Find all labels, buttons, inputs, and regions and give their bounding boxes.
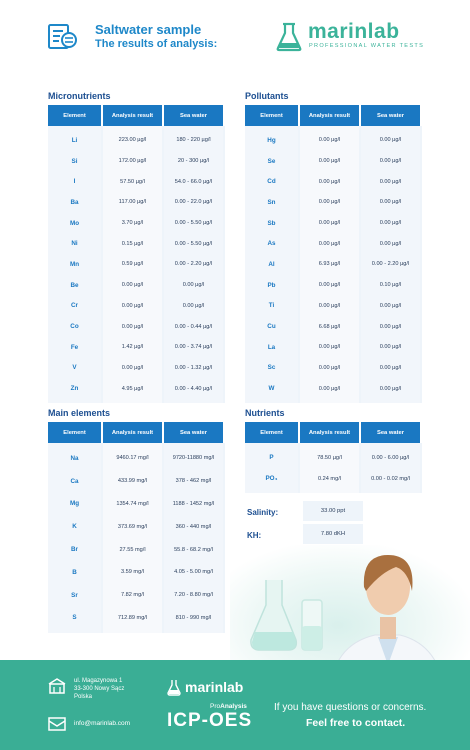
table-cell: 0.59 µg/l [121,261,144,268]
address-line: 33-300 Nowy Sącz [74,686,125,692]
table-cell: 54.0 - 66.0 µg/l [174,178,213,185]
table-cell: 0.00 µg/l [379,302,402,309]
table-cell: Sn [267,198,276,206]
table-body [48,443,225,633]
table-cell: V [72,364,77,372]
page-subtitle: The results of analysis: [95,38,218,50]
kh-label: KH: [247,531,262,540]
table-cell: 57.50 µg/l [120,178,145,185]
section-title-main-elements: Main elements [48,408,111,418]
micronutrients-table [48,105,225,403]
table-cell: 0.00 µg/l [318,302,341,309]
nutrients-table [245,422,422,493]
table-cell: 0.00 - 22.0 µg/l [174,199,213,206]
element-column [245,126,298,403]
brand-logo-text: marinlab [308,20,400,43]
table-cell: Cd [267,178,276,186]
footer-email-link[interactable]: info@marinlab.com [74,720,131,727]
table-cell: Cu [267,323,276,331]
table-cell: 9720-11880 mg/l [172,455,215,462]
footer-contact-text: Feel free to contact. [306,717,406,729]
sea-water-column [361,443,420,493]
table-cell: 0.00 µg/l [318,282,341,289]
element-column [48,126,101,403]
table-cell: 810 - 990 mg/l [175,614,212,621]
brand-tagline: PROFESSIONAL WATER TESTS [309,43,425,49]
table-cell: 0.10 µg/l [379,282,402,289]
table-cell: 4.05 - 5.00 mg/l [174,569,213,576]
table-cell: Fe [70,343,79,351]
table-cell: K [72,523,77,531]
table-cell: 9460.17 mg/l [116,455,149,462]
column-header-sea-water: Sea water [164,105,223,126]
table-cell: 3.59 mg/l [120,569,144,576]
table-cell: As [267,240,276,248]
table-cell: 0.00 µg/l [318,199,341,206]
section-title-pollutants: Pollutants [245,91,289,101]
table-cell: 0.00 µg/l [379,158,402,165]
table-cell: 0.00 µg/l [121,282,144,289]
table-cell: 0.00 - 5.50 µg/l [174,240,213,247]
column-header-result: Analysis result [300,105,359,126]
table-cell: PO₄ [265,475,278,482]
table-cell: 0.00 µg/l [318,385,341,392]
table-cell: 378 - 462 mg/l [175,478,212,485]
table-cell: Se [267,157,276,165]
table-cell: Si [71,157,78,165]
table-cell: 0.00 - 2.20 µg/l [371,261,410,268]
table-cell: Br [71,546,78,554]
table-cell: 373.69 mg/l [117,523,148,530]
table-cell: Na [70,454,79,462]
table-cell: 0.00 µg/l [318,240,341,247]
result-column [300,126,359,403]
table-cell: 0.00 - 5.50 µg/l [174,220,213,227]
flask-logo-icon [167,679,181,696]
table-cell: Sr [71,591,78,599]
table-cell: 0.00 µg/l [182,282,205,289]
footer-question-text: If you have questions or concerns. [274,702,427,713]
table-body [48,126,225,403]
salinity-value: 33.00 ppt [303,501,363,521]
table-cell: 180 - 220 µg/l [176,137,211,144]
column-header-result: Analysis result [103,422,162,443]
table-cell: Pb [267,281,276,289]
table-cell: Be [70,281,79,289]
footer-brand-logo: marinlab [185,679,244,695]
table-cell: 712.89 mg/l [117,614,148,621]
table-cell: 0.00 µg/l [318,158,341,165]
analysis-document-icon [48,24,78,50]
method-label: ICP-OES [167,710,253,731]
table-cell: 0.00 µg/l [121,302,144,309]
table-cell: 0.00 µg/l [318,220,341,227]
table-cell: Ba [70,198,79,206]
column-header-sea-water: Sea water [164,422,223,443]
table-cell: 0.00 µg/l [182,302,205,309]
column-header-sea-water: Sea water [361,422,420,443]
table-cell: Mn [69,260,80,268]
table-cell: 0.00 µg/l [379,344,402,351]
table-cell: Mg [69,500,80,508]
table-cell: Al [268,260,275,268]
table-cell: 0.00 µg/l [121,323,144,330]
table-cell: 0.00 - 1.32 µg/l [174,364,213,371]
main-elements-table [48,422,225,633]
table-cell: 1354.74 mg/l [116,500,149,507]
table-cell: S [72,614,77,622]
sea-water-column [164,443,223,633]
column-header-element: Element [48,422,101,443]
table-cell: 6.93 µg/l [318,261,341,268]
column-header-element: Element [245,422,298,443]
table-cell: 172.00 µg/l [118,158,147,165]
table-cell: 1.42 µg/l [121,344,144,351]
table-cell: 433.99 mg/l [117,478,148,485]
footer-address [74,677,124,701]
table-cell: 0.00 - 4.40 µg/l [174,385,213,392]
section-title-micronutrients: Micronutrients [48,91,111,101]
table-cell: 0.00 - 3.74 µg/l [174,344,213,351]
table-cell: B [72,568,77,576]
table-cell: 0.00 µg/l [379,137,402,144]
column-header-element: Element [245,105,298,126]
table-cell: P [269,454,274,461]
table-cell: 78.50 µg/l [317,454,342,461]
pollutants-table [245,105,422,403]
table-cell: 0.00 µg/l [379,364,402,371]
column-header-result: Analysis result [103,105,162,126]
flask-logo-icon [276,22,302,52]
table-cell: 6.68 µg/l [318,323,341,330]
sea-water-column [164,126,223,403]
section-title-nutrients: Nutrients [245,408,285,418]
table-cell: Ca [70,477,79,485]
table-cell: 0.00 µg/l [379,385,402,392]
table-cell: 0.00 µg/l [379,178,402,185]
table-cell: 0.00 µg/l [379,199,402,206]
sea-water-column [361,126,420,403]
element-column [48,443,101,633]
page-header [0,0,470,70]
table-cell: Mo [69,219,80,227]
table-cell: Li [71,136,78,144]
address-line: Polska [74,694,93,700]
table-cell: 0.00 µg/l [379,220,402,227]
table-cell: 0.00 µg/l [379,323,402,330]
table-cell: 0.24 mg/l [317,475,341,482]
table-cell: 3.70 µg/l [121,220,144,227]
table-cell: 20 - 300 µg/l [177,158,210,165]
table-cell: 360 - 440 mg/l [175,523,212,530]
table-cell: W [268,385,275,393]
result-column [300,443,359,493]
table-header [48,422,225,443]
table-cell: 27.55 mg/l [119,546,146,553]
table-header [48,105,225,126]
table-cell: 0.15 µg/l [121,240,144,247]
table-cell: Co [70,323,79,331]
table-body [245,443,422,493]
envelope-icon [48,716,66,732]
table-cell: Hg [267,136,276,144]
table-cell: 0.00 - 0.44 µg/l [174,323,213,330]
table-cell: I [73,178,76,186]
table-cell: 0.00 - 2.20 µg/l [174,261,213,268]
table-header [245,422,422,443]
table-body [245,126,422,403]
column-header-sea-water: Sea water [361,105,420,126]
table-cell: 4.95 µg/l [121,385,144,392]
element-column [245,443,298,493]
result-column [103,443,162,633]
table-cell: 0.00 - 0.02 mg/l [371,475,410,482]
table-cell: Sc [267,364,276,372]
building-icon [48,678,66,694]
pro-prefix: Pro [210,703,221,710]
salinity-label: Salinity: [247,508,279,517]
table-cell: Cr [71,302,78,310]
pro-analysis-label [210,703,247,710]
table-cell: 117.00 µg/l [118,199,147,206]
pro-suffix: Analysis [220,703,247,710]
table-cell: Sb [267,219,276,227]
table-cell: 0.00 µg/l [121,364,144,371]
table-cell: 0.00 - 6.00 µg/l [371,454,410,461]
table-cell: 0.00 µg/l [318,178,341,185]
table-cell: La [267,343,276,351]
table-header [245,105,422,126]
table-cell: 55.8 - 68.2 mg/l [174,546,213,553]
column-header-element: Element [48,105,101,126]
table-cell: 223.00 µg/l [118,137,147,144]
table-cell: Ti [268,302,275,310]
table-cell: 7.20 - 8.80 mg/l [174,592,213,599]
table-cell: 0.00 µg/l [318,364,341,371]
page-title: Saltwater sample [95,22,202,37]
table-cell: Ni [71,240,78,248]
result-column [103,126,162,403]
address-line: ul. Magazynowa 1 [74,678,123,684]
table-cell: 7.82 mg/l [120,592,144,599]
table-cell: 1188 - 1452 mg/l [172,500,215,507]
table-cell: Zn [70,385,79,393]
kh-value: 7.80 dKH [303,524,363,544]
table-cell: 0.00 µg/l [318,344,341,351]
table-cell: 0.00 µg/l [379,240,402,247]
column-header-result: Analysis result [300,422,359,443]
table-cell: 0.00 µg/l [318,137,341,144]
